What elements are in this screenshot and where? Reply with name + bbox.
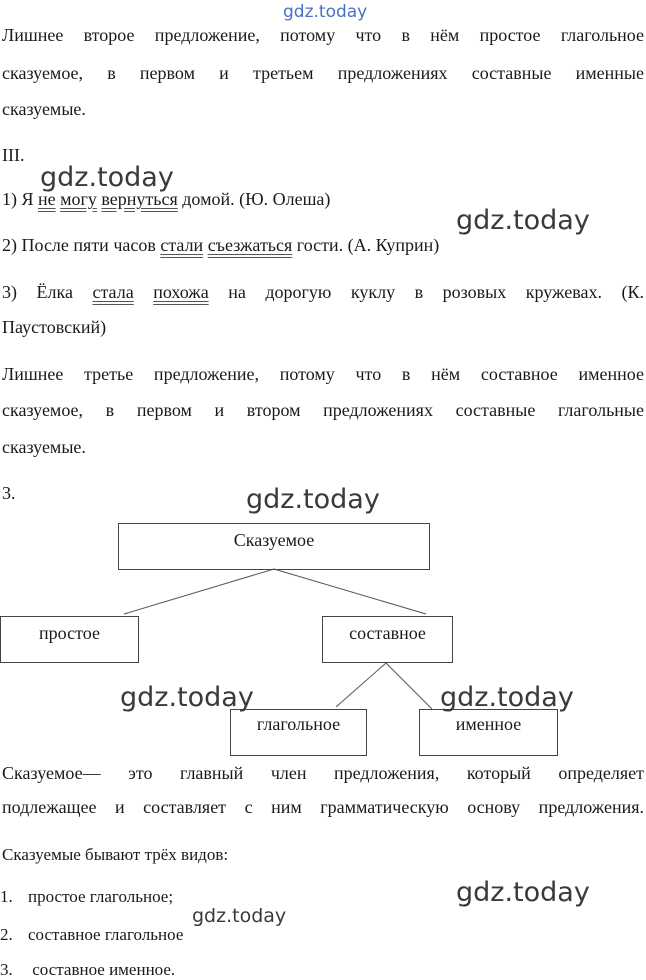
diagram-root-box xyxy=(118,523,430,570)
underlined-word: похожа xyxy=(153,282,209,302)
underlined-word: стала xyxy=(92,282,134,302)
list-item: 3. составное именное. xyxy=(0,960,176,979)
para1-line3: сказуемые. xyxy=(2,99,86,119)
connector-right-sub-left xyxy=(336,663,386,707)
connector-root-left xyxy=(124,569,274,614)
diagram-right-box xyxy=(322,616,453,663)
para1-line1: Лишнее второе предложение, потому что в нём простое глагольное xyxy=(2,25,644,45)
diagram-left-label: простое xyxy=(39,623,100,643)
underlined-word: не xyxy=(38,189,56,209)
underlined-word: съезжаться xyxy=(207,235,293,255)
connector-right-sub-right xyxy=(386,663,432,709)
section-heading: III. xyxy=(2,145,25,165)
diagram-left-box xyxy=(0,616,139,663)
diagram-right-label: составное xyxy=(349,623,426,643)
list-item: 1. простое глагольное; xyxy=(0,887,174,906)
sentence-3-line2: Паустовский) xyxy=(2,317,107,337)
sentence-2: 2) После пяти часов стали съезжаться гости. (А. Куприн) xyxy=(2,235,440,255)
watermark: gdz.today xyxy=(192,905,287,927)
watermark: gdz.today xyxy=(120,682,254,713)
list-item: 2. составное глагольное xyxy=(0,925,184,944)
watermark: gdz.today xyxy=(40,162,174,193)
para2-line1: Лишнее третье предложение, потому что в нём составное именное xyxy=(2,364,644,384)
diagram-sub-right-box xyxy=(419,709,558,756)
diagram-root-label: Сказуемое xyxy=(233,530,315,550)
watermark: gdz.today xyxy=(456,877,590,908)
diagram-sub-left-box xyxy=(230,709,367,756)
diagram-sub-right-label: именное xyxy=(455,714,522,734)
definition-line1: Сказуемое— это главный член предложения, который определяет xyxy=(2,763,644,783)
underlined-word: вернуться xyxy=(101,189,178,209)
types-intro: Сказуемые бывают трёх видов: xyxy=(2,845,229,864)
para2-line2: сказуемое, в первом и втором предложениях составные глагольные xyxy=(2,400,644,420)
sentence-1: 1) Я не могу вернуться домой. (Ю. Олеша) xyxy=(2,189,331,209)
watermark: gdz.today xyxy=(440,682,574,713)
watermark: gdz.today xyxy=(246,484,380,515)
underlined-word: стали xyxy=(160,235,204,255)
task-number: 3. xyxy=(2,483,16,503)
connector-root-right xyxy=(274,569,426,614)
watermark: gdz.today xyxy=(456,205,590,236)
para1-line2: сказуемое, в первом и третьем предложениях составные именные xyxy=(2,63,644,83)
watermark-top: gdz.today xyxy=(283,2,368,22)
definition-line2: подлежащее и составляет с ним грамматическую основу предложения. xyxy=(2,797,644,817)
para2-line3: сказуемые. xyxy=(2,437,86,457)
diagram-sub-left-label: глагольное xyxy=(256,714,341,734)
underlined-word: могу xyxy=(60,189,97,209)
sentence-3: 3) Ёлка стала похожа на дорогую куклу в розовых кружевах. (К. xyxy=(2,282,645,302)
